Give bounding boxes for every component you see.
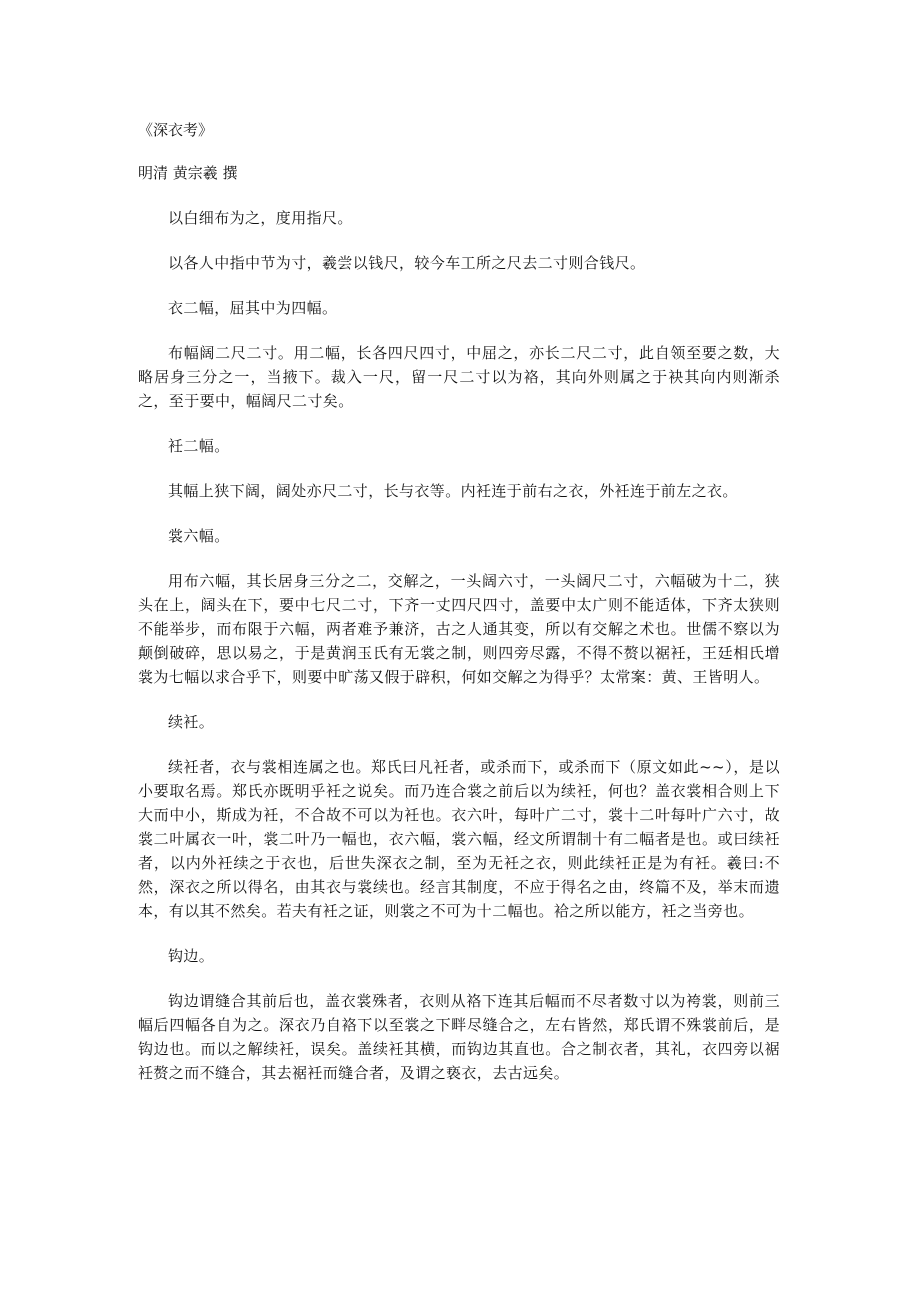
document-body bbox=[138, 206, 780, 1106]
paragraph-8: 用布六幅，其长居身三分之二，交解之，一头阔六寸，一头阔尺二寸，六幅破为十二，狭头在上，阔头在下，要中七尺二寸，下齐一丈四尺四寸，盖要中太广则不能适体，下齐太狭则不能举步，而布限于六幅，两者难予兼济，古之人通其变，所以有交解之术也。世儒不察以为颠倒破碎，思以易之，于是黄润玉氏有无裳之制，则四旁尽露，不得不赘以裾衽，王廷相氏增裳为七幅以求合乎下，则要中旷荡又假于辟积，何如交解之为得乎？太常案：黄、王皆明人。 bbox=[138, 572, 780, 686]
paragraph-7: 裳六幅。 bbox=[168, 527, 230, 545]
paragraph-5: 衽二幅。 bbox=[168, 437, 230, 455]
paragraph-9: 续衽。 bbox=[168, 713, 215, 731]
paragraph-1: 以白细布为之，度用指尺。 bbox=[168, 209, 353, 227]
paragraph-12: 钩边谓缝合其前后也，盖衣裳殊者，衣则从袼下连其后幅而不尽者数寸以为袴裳，则前三幅后四幅各自为之。深衣乃自袼下以至裳之下畔尽缝合之，左右皆然，郑氏谓不殊裳前后，是钩边也。而以之解续衽，误矣。盖续衽其横，而钩边其直也。合之制衣者，其礼，衣四旁以裾衽赘之而不缝合，其去裾衽而缝合者，及谓之亵衣，去古远矣。 bbox=[138, 992, 780, 1082]
document-title: 《深衣考》 bbox=[138, 121, 214, 139]
paragraph-2: 以各人中指中节为寸，羲尝以钱尺，较今车工所之尺去二寸则合钱尺。 bbox=[168, 254, 646, 272]
paragraph-4: 布幅阔二尺二寸。用二幅，长各四尺四寸，中屈之，亦长二尺二寸，此自领至要之数，大略居身三分之一，当掖下。裁入一尺，留一尺二寸以为袼，其向外则属之于袂其向内则渐杀之，至于要中，幅阔尺二寸矣。 bbox=[138, 344, 780, 410]
paragraph-10: 续衽者，衣与裳相连属之也。郑氏曰凡衽者，或杀而下，或杀而下（原文如此~~），是以小要取名焉。郑氏亦既明乎衽之说矣。而乃连合裳之前后以为续衽，何也？盖衣裳相合则上下大而中小，斯成为衽，不合故不可以为衽也。衣六叶，每叶广二寸，裳十二叶每叶广六寸，故裳二叶属衣一叶，裳二叶乃一幅也，衣六幅，裳六幅，经文所谓制十有二幅者是也。或曰续衽者，以内外衽续之于衣也，后世失深衣之制，至为无衽之衣，则此续衽正是为有衽。羲曰:不然，深衣之所以得名，由其衣与裳续也。经言其制度，不应于得名之由，终篇不及，举末而遗本，有以其不然矣。若夫有衽之证，则裳之不可为十二幅也。袷之所以能方，衽之当旁也。 bbox=[138, 758, 780, 920]
paragraph-3: 衣二幅，屈其中为四幅。 bbox=[168, 299, 338, 317]
paragraph-6: 其幅上狭下阔，阔处亦尺二寸，长与衣等。内衽连于前右之衣，外衽连于前左之衣。 bbox=[168, 482, 738, 500]
paragraph-11: 钩边。 bbox=[168, 947, 215, 965]
document-author: 明清 黄宗羲 撰 bbox=[138, 164, 238, 182]
